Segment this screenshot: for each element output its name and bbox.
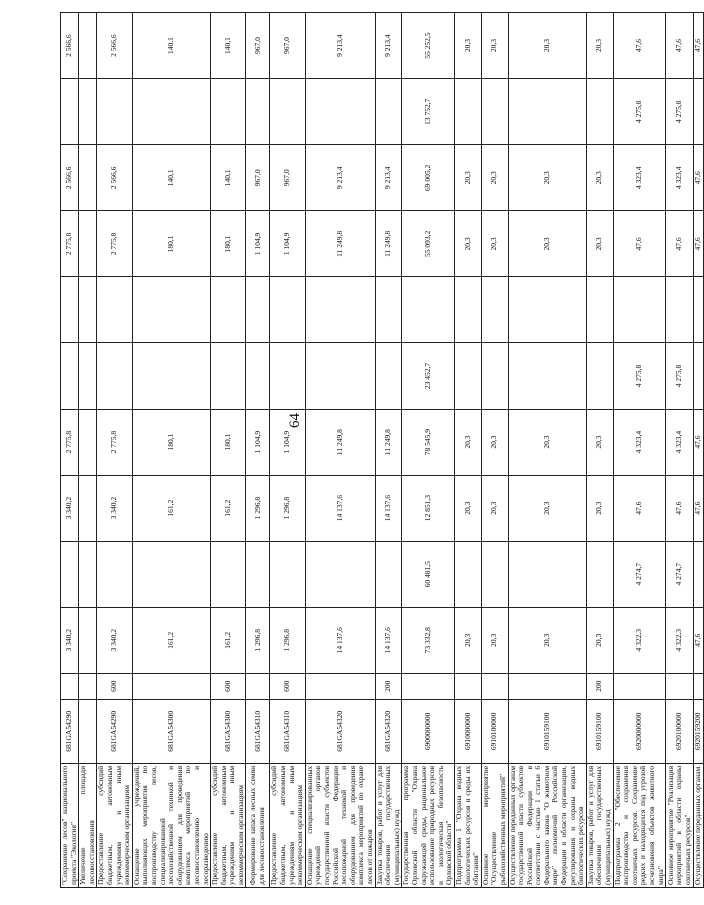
amount-cell: 1 296,8 (246, 475, 270, 541)
row-name-cell: Подпрограмма 2 "Обеспечение воспроизводства и сохранения охотничьих ресурсов. Сохранение редких и находящихся под угрозой исчезновения объектов животного мира" (613, 763, 666, 887)
amount-cell (481, 277, 508, 343)
amount-cell: 20,3 (508, 409, 586, 475)
table-row (481, 13, 508, 888)
amount-cell: 20,3 (586, 607, 613, 673)
expense-type-cell (481, 673, 508, 699)
expense-type-cell: 600 (97, 673, 132, 699)
amount-cell: 47,6 (694, 211, 704, 277)
amount-cell: 47,6 (666, 211, 694, 277)
amount-cell: 20,3 (454, 607, 481, 673)
amount-cell: 3 340,2 (61, 607, 79, 673)
amount-cell (79, 79, 97, 145)
code-cell: 681GA54290 (61, 699, 79, 763)
amount-cell (79, 13, 97, 79)
code-cell (79, 699, 97, 763)
amount-cell: 2 775,8 (61, 211, 79, 277)
amount-cell: 20,3 (454, 409, 481, 475)
amount-cell: 4 322,3 (666, 607, 694, 673)
amount-cell: 4 274,7 (666, 541, 694, 607)
amount-cell (508, 277, 586, 343)
amount-cell (211, 79, 246, 145)
amount-cell: 47,6 (666, 13, 694, 79)
amount-cell: 12 851,3 (402, 475, 455, 541)
amount-cell: 4 323,4 (613, 145, 666, 211)
amount-cell (79, 607, 97, 673)
amount-cell (132, 343, 210, 409)
table-row (613, 13, 666, 888)
amount-cell (79, 409, 97, 475)
amount-cell (586, 343, 613, 409)
table-row (586, 13, 613, 888)
amount-cell: 47,6 (694, 409, 704, 475)
amount-cell: 20,3 (481, 607, 508, 673)
code-cell: 6920000000 (613, 699, 666, 763)
amount-cell (454, 79, 481, 145)
amount-cell (454, 277, 481, 343)
table-row (79, 13, 97, 888)
amount-cell: 20,3 (454, 145, 481, 211)
table-row (508, 13, 586, 888)
amount-cell: 14 137,6 (375, 607, 402, 673)
amount-cell: 47,6 (666, 475, 694, 541)
table-row (246, 13, 270, 888)
amount-cell (508, 343, 586, 409)
row-name-cell: Предоставление субсидий бюджетным, автономным учреждениям и иным некоммерческим организациям (270, 763, 305, 887)
amount-cell (454, 343, 481, 409)
amount-cell: 180,1 (132, 211, 210, 277)
amount-cell: 20,3 (508, 13, 586, 79)
amount-cell: 9 213,4 (305, 13, 375, 79)
row-name-cell: Увеличение площади лесовосстановления (79, 763, 97, 887)
amount-cell (481, 541, 508, 607)
table-body (61, 13, 704, 888)
amount-cell: 4 323,4 (666, 409, 694, 475)
table-row (666, 13, 694, 888)
amount-cell (61, 343, 79, 409)
amount-cell: 1 104,9 (246, 409, 270, 475)
amount-cell (454, 541, 481, 607)
amount-cell: 23 452,7 (402, 343, 455, 409)
amount-cell: 20,3 (481, 145, 508, 211)
amount-cell: 11 249,8 (375, 409, 402, 475)
row-name-cell: Осуществление переданных органам государственной власти субъектов Российской Федерации в соответствии с частью 1 статьи 6 Федерального закона "О животном мире" полномочий Российской Федерации в области организации, регулирования и охраны водных биологических ресурсов (508, 763, 586, 887)
row-name-cell: Предоставление субсидий бюджетным, автономным учреждениям и иным некоммерческим организациям (97, 763, 132, 887)
amount-cell: 180,1 (211, 211, 246, 277)
amount-cell: 9 213,4 (375, 145, 402, 211)
amount-cell: 20,3 (586, 145, 613, 211)
code-cell: 6910159100 (508, 699, 586, 763)
amount-cell (508, 541, 586, 607)
amount-cell (613, 277, 666, 343)
expense-type-cell (305, 673, 375, 699)
amount-cell: 47,6 (613, 211, 666, 277)
amount-cell: 20,3 (454, 475, 481, 541)
amount-cell: 20,3 (508, 211, 586, 277)
amount-cell: 1 296,8 (270, 475, 305, 541)
row-name-cell: Предоставление субсидий бюджетным, автономным учреждениям и иным некоммерческим организациям (211, 763, 246, 887)
amount-cell: 69 005,2 (402, 145, 455, 211)
amount-cell: 1 104,9 (270, 409, 305, 475)
amount-cell: 4 323,4 (613, 409, 666, 475)
amount-cell (586, 541, 613, 607)
amount-cell: 55 093,2 (402, 211, 455, 277)
amount-cell: 180,1 (132, 409, 210, 475)
amount-cell: 2 775,8 (61, 409, 79, 475)
amount-cell: 20,3 (481, 13, 508, 79)
row-name-cell: "Сохранение лесов" национального проекта "Экология" (61, 763, 79, 887)
amount-cell (694, 343, 704, 409)
amount-cell: 20,3 (586, 409, 613, 475)
amount-cell: 2 566,6 (97, 13, 132, 79)
amount-cell: 20,3 (481, 409, 508, 475)
expense-type-cell (666, 673, 694, 699)
code-cell: 681GA54320 (305, 699, 375, 763)
amount-cell: 60 481,5 (402, 541, 455, 607)
amount-cell (61, 277, 79, 343)
table-row (454, 13, 481, 888)
amount-cell (270, 541, 305, 607)
table-row (211, 13, 246, 888)
table-row (97, 13, 132, 888)
amount-cell: 9 213,4 (305, 145, 375, 211)
amount-cell: 20,3 (586, 13, 613, 79)
amount-cell: 4 275,8 (666, 343, 694, 409)
amount-cell: 14 137,6 (375, 475, 402, 541)
amount-cell (246, 343, 270, 409)
code-cell: 681GA54310 (270, 699, 305, 763)
table-row (61, 13, 79, 888)
amount-cell (586, 277, 613, 343)
amount-cell (305, 79, 375, 145)
amount-cell: 47,6 (694, 13, 704, 79)
row-name-cell: Оснащение специализированных учреждений органов государственной власти субъектов Российской Федерации лесопожарной техникой и оборудованием для проведения комплекса мероприятий по охране лесов от пожаров (305, 763, 375, 887)
row-name-cell: Осуществление переданных органам (694, 763, 704, 887)
table-row (305, 13, 375, 888)
amount-cell (694, 541, 704, 607)
amount-cell: 2 775,8 (97, 409, 132, 475)
table-row (270, 13, 305, 888)
expense-type-cell: 200 (586, 673, 613, 699)
budget-table (60, 12, 704, 888)
amount-cell: 1 104,9 (246, 211, 270, 277)
amount-cell (375, 79, 402, 145)
code-cell: 6920100000 (666, 699, 694, 763)
code-cell: 681GA54300 (211, 699, 246, 763)
amount-cell (79, 475, 97, 541)
amount-cell: 140,1 (211, 13, 246, 79)
expense-type-cell (454, 673, 481, 699)
amount-cell (97, 343, 132, 409)
amount-cell: 140,1 (132, 13, 210, 79)
rotated-table-container (60, 12, 703, 888)
code-cell: 6910100000 (481, 699, 508, 763)
amount-cell: 47,6 (613, 13, 666, 79)
code-cell: 681GA54290 (97, 699, 132, 763)
code-cell: 681GA54300 (132, 699, 210, 763)
row-name-cell: Подпрограмма 1 "Охрана водных биологических ресурсов и среды их обитания" (454, 763, 481, 887)
amount-cell: 20,3 (508, 475, 586, 541)
amount-cell: 11 249,8 (305, 211, 375, 277)
page-number: 64 (287, 413, 303, 428)
amount-cell: 2 566,6 (61, 13, 79, 79)
code-cell: 6920159200 (694, 699, 704, 763)
amount-cell: 1 296,8 (246, 607, 270, 673)
table-row (694, 13, 704, 888)
amount-cell: 161,2 (132, 475, 210, 541)
amount-cell (402, 277, 455, 343)
amount-cell (97, 79, 132, 145)
amount-cell: 967,0 (246, 145, 270, 211)
amount-cell: 11 249,8 (305, 409, 375, 475)
amount-cell: 47,6 (613, 475, 666, 541)
amount-cell: 1 104,9 (270, 211, 305, 277)
amount-cell: 20,3 (454, 13, 481, 79)
expense-type-cell (246, 673, 270, 699)
amount-cell: 20,3 (481, 475, 508, 541)
amount-cell: 11 249,8 (375, 211, 402, 277)
expense-type-cell (508, 673, 586, 699)
amount-cell (508, 79, 586, 145)
code-cell: 6900000000 (402, 699, 455, 763)
table-row (132, 13, 210, 888)
amount-cell (666, 277, 694, 343)
amount-cell: 20,3 (454, 211, 481, 277)
amount-cell (270, 277, 305, 343)
amount-cell (586, 79, 613, 145)
amount-cell: 161,2 (132, 607, 210, 673)
row-name-cell: Закупка товаров, работ и услуг для обеспечения государственных (муниципальных) нужд (375, 763, 402, 887)
amount-cell: 967,0 (270, 145, 305, 211)
amount-cell (375, 541, 402, 607)
code-cell: 681GA54320 (375, 699, 402, 763)
amount-cell: 20,3 (508, 607, 586, 673)
expense-type-cell (132, 673, 210, 699)
amount-cell: 13 752,7 (402, 79, 455, 145)
expense-type-cell (402, 673, 455, 699)
amount-cell: 47,6 (694, 145, 704, 211)
amount-cell: 47,6 (694, 607, 704, 673)
amount-cell (694, 277, 704, 343)
amount-cell (97, 277, 132, 343)
expense-type-cell (613, 673, 666, 699)
amount-cell (246, 79, 270, 145)
amount-cell (270, 343, 305, 409)
amount-cell: 14 137,6 (305, 475, 375, 541)
amount-cell: 140,1 (132, 145, 210, 211)
code-cell: 681GA54310 (246, 699, 270, 763)
amount-cell (211, 343, 246, 409)
expense-type-cell: 200 (375, 673, 402, 699)
amount-cell (211, 277, 246, 343)
amount-cell: 967,0 (270, 13, 305, 79)
amount-cell: 967,0 (246, 13, 270, 79)
row-name-cell: Оснащение учреждений, выполняющих мероприятия по воспроизводству лесов, специализированной лесохозяйственной техникой и оборудованием для проведения комплекса мероприятий по лесовосстановлению и лесоразведению (132, 763, 210, 887)
amount-cell (481, 343, 508, 409)
amount-cell: 2 566,6 (61, 145, 79, 211)
amount-cell (79, 343, 97, 409)
amount-cell: 78 545,9 (402, 409, 455, 475)
amount-cell: 73 332,8 (402, 607, 455, 673)
row-name-cell: Формирование запаса лесных семян для лесовосстановления (246, 763, 270, 887)
amount-cell (79, 277, 97, 343)
amount-cell (305, 277, 375, 343)
amount-cell (246, 541, 270, 607)
amount-cell: 9 213,4 (375, 13, 402, 79)
table-row (402, 13, 455, 888)
amount-cell: 47,6 (694, 475, 704, 541)
code-cell: 6910159100 (586, 699, 613, 763)
amount-cell: 2 566,6 (97, 145, 132, 211)
amount-cell: 2 775,8 (97, 211, 132, 277)
amount-cell: 55 252,5 (402, 13, 455, 79)
row-name-cell: Основное мероприятие "Реализация мероприятий в области охраны охотничьих ресурсов" (666, 763, 694, 887)
amount-cell (270, 79, 305, 145)
amount-cell: 20,3 (481, 211, 508, 277)
amount-cell: 161,2 (211, 475, 246, 541)
table-row (375, 13, 402, 888)
amount-cell (305, 343, 375, 409)
amount-cell: 4 275,8 (613, 343, 666, 409)
amount-cell (694, 79, 704, 145)
expense-type-cell (61, 673, 79, 699)
amount-cell: 14 137,6 (305, 607, 375, 673)
amount-cell: 4 323,4 (666, 145, 694, 211)
expense-type-cell: 600 (211, 673, 246, 699)
expense-type-cell (79, 673, 97, 699)
amount-cell: 3 340,2 (61, 475, 79, 541)
amount-cell (61, 79, 79, 145)
amount-cell (375, 277, 402, 343)
amount-cell: 20,3 (508, 145, 586, 211)
code-cell: 6910000000 (454, 699, 481, 763)
amount-cell (79, 541, 97, 607)
amount-cell: 161,2 (211, 607, 246, 673)
amount-cell: 3 340,2 (97, 475, 132, 541)
amount-cell: 4 275,8 (666, 79, 694, 145)
amount-cell (132, 79, 210, 145)
amount-cell (61, 541, 79, 607)
amount-cell: 180,1 (211, 409, 246, 475)
expense-type-cell: 600 (270, 673, 305, 699)
row-name-cell: Государственная программа Орловской области "Охрана окружающей среды, рациональное использование природных ресурсов и экологическая безопасность Орловской области" (402, 763, 455, 887)
amount-cell (211, 541, 246, 607)
amount-cell (305, 541, 375, 607)
amount-cell (481, 79, 508, 145)
amount-cell (375, 343, 402, 409)
row-name-cell: Основное мероприятие "Осуществление рыбохозяйственных мероприятий" (481, 763, 508, 887)
amount-cell (246, 277, 270, 343)
amount-cell (132, 541, 210, 607)
amount-cell: 3 340,2 (97, 607, 132, 673)
expense-type-cell (694, 673, 704, 699)
amount-cell: 1 296,8 (270, 607, 305, 673)
amount-cell: 4 322,3 (613, 607, 666, 673)
amount-cell (132, 277, 210, 343)
amount-cell (79, 211, 97, 277)
amount-cell (79, 145, 97, 211)
amount-cell: 4 274,7 (613, 541, 666, 607)
amount-cell: 4 275,8 (613, 79, 666, 145)
amount-cell: 20,3 (586, 211, 613, 277)
amount-cell (97, 541, 132, 607)
amount-cell: 20,3 (586, 475, 613, 541)
row-name-cell: Закупка товаров, работ и услуг для обеспечения государственных (муниципальных) нужд (586, 763, 613, 887)
amount-cell: 140,1 (211, 145, 246, 211)
